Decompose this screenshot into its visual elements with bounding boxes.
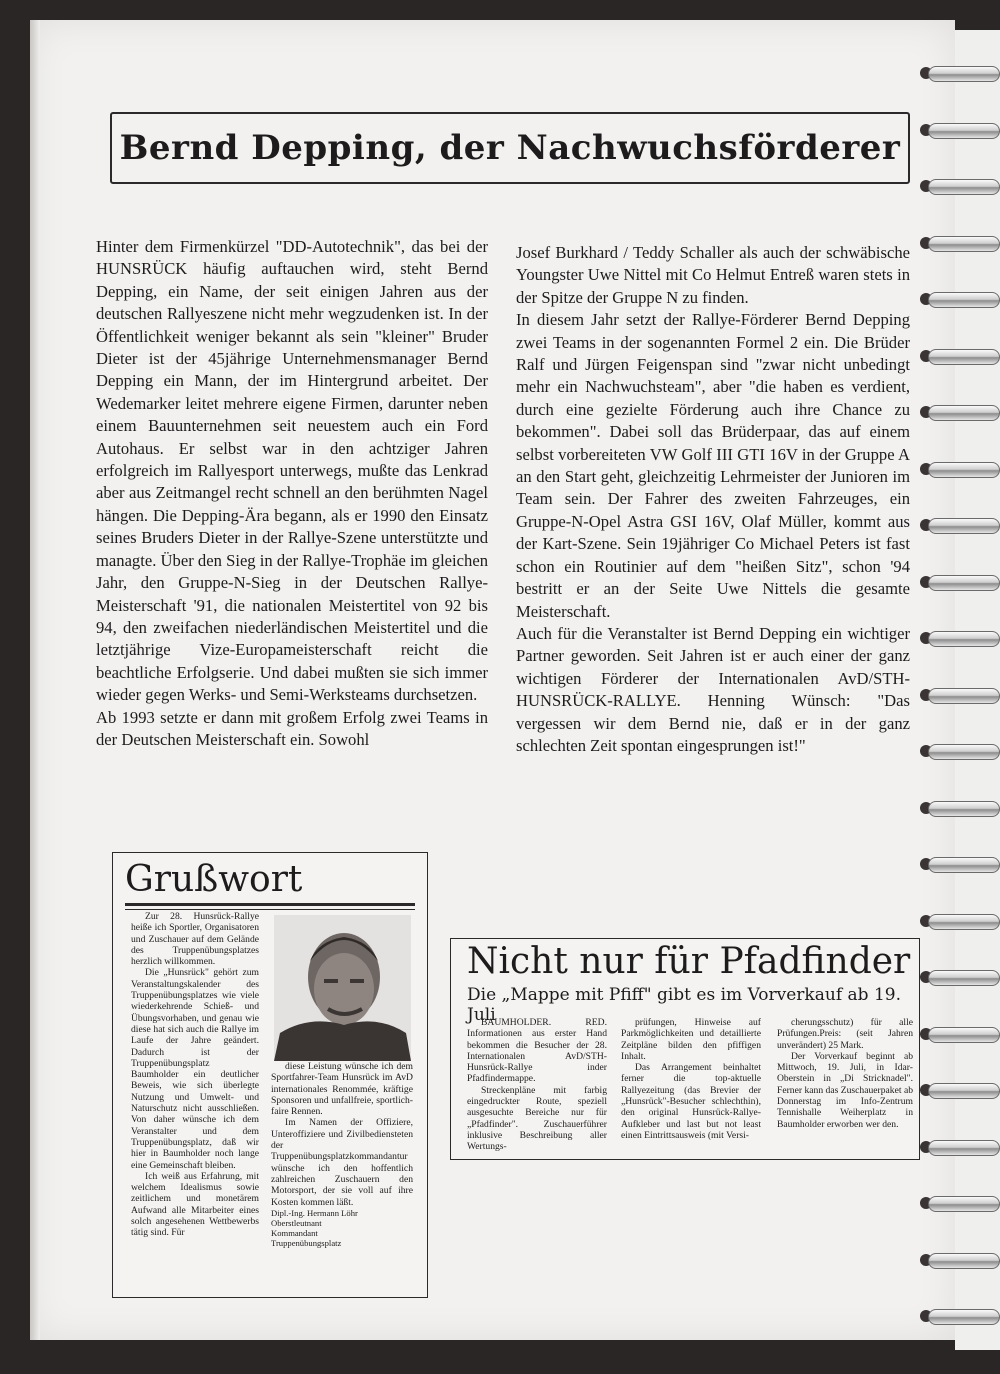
pfadfinder-column-b xyxy=(621,1017,761,1141)
grusswort-column-a xyxy=(131,911,259,1239)
pfadfinder-paragraph: prüfungen, Hinweise auf Parkmöglichkeiten und detaillierte Zeitpläne bilden den pfiffigen Inhalt. xyxy=(621,1017,761,1062)
spiral-ring xyxy=(928,857,1000,873)
pfadfinder-column-a xyxy=(467,1017,607,1153)
spiral-ring xyxy=(928,518,1000,534)
spiral-ring xyxy=(928,914,1000,930)
spiral-ring xyxy=(928,1027,1000,1043)
spiral-ring xyxy=(928,631,1000,647)
spiral-ring xyxy=(928,1140,1000,1156)
grusswort-paragraph: diese Leistung wünsche ich dem Sportfahrer-Team Hunsrück im AvD internationales Renommée, kräftige Sponsoren und unfallfreie, sportlich-faire Rennen. xyxy=(271,1061,413,1118)
grusswort-paragraph: Zur 28. Hunsrück-Rallye heiße ich Sportler, Organisatoren und Zuschauer auf dem Gelände des Truppenübungsplatzes herzlich willkommen. xyxy=(131,911,259,968)
title-rule-thin xyxy=(125,909,415,910)
page-edge xyxy=(30,20,40,1340)
spiral-ring xyxy=(928,1196,1000,1212)
grusswort-paragraph: Die „Hunsrück" gehört zum Veranstaltungskalender des Truppenübungsplatzes wie viele wiederkehrende Schieß- und Übungsvorhaben, und genau wie diese hat sich auch die Rallye im Laufe der Jahre geändert. Dadurch ist der Truppenübungsplatz Baumholder ein deutlicher Beweis, wie sich überlegte Nutzung und Umwelt- und Naturschutz nicht ausschließen. Von daher wünsche ich dem Veranstalter und dem Truppenübungsplatz, daß wir hier in Baumholder noch lange eine Gemeinschaft bleiben. xyxy=(131,967,259,1171)
spiral-ring xyxy=(928,349,1000,365)
article-title-box xyxy=(110,112,910,184)
spiral-ring xyxy=(928,405,1000,421)
spiral-ring xyxy=(928,1253,1000,1269)
signature-unit: Truppenübungsplatz xyxy=(271,1237,342,1248)
pfadfinder-paragraph: Das Arrangement beinhaltet ferner die top-aktuelle Rallyezeitung (das Brevier der „Hunsrück"-Besucher schlechthin), den original Hunsrück-Rallye-Aufkleber und last but not least einen Eintrittsausweis (mit Versi- xyxy=(621,1062,761,1141)
grusswort-paragraph: Ich weiß aus Erfahrung, mit welchem Idealismus sowie zeitlichem und monetärem Aufwand alle Mitarbeiter eines solch angesehenen Wettbewerbs tätig sind. Für xyxy=(131,1170,259,1239)
article-paragraph: Ab 1993 setzte er dann mit großem Erfolg zwei Teams in der Deutschen Meisterschaft ein. Sowohl xyxy=(96,707,488,749)
spiral-ring xyxy=(928,179,1000,195)
pfadfinder-clipping xyxy=(450,938,920,1160)
pfadfinder-paragraph: Der Vorverkauf beginnt ab Mittwoch, 19. Juli, in Idar-Oberstein in „Di Stricknadel". Ferner kann das Zuschauerpaket ab Donnerstag im Info-Zentrum Tennishalle Weiherplatz in Baumholder erworben wer den. xyxy=(777,1050,913,1130)
spiral-ring xyxy=(928,1083,1000,1099)
pfadfinder-column-c xyxy=(777,1017,913,1130)
title-rule xyxy=(125,903,415,906)
grusswort-column-b xyxy=(271,1061,413,1248)
article-paragraph: In diesem Jahr setzt der Rallye-Förderer Bernd Depping zwei Teams in der sogenannten Formel 2 ein. Die Brüder Ralf und Jürgen Feigenspan sind "zwar nicht unbedingt mehr ein Nachwuchsteam", aber "die haben es verdient, durch eine gezielte Förderung auch ihre Chance zu bekommen". Dabei soll das Brüderpaar, das auf einem selbst vorbereiteten VW Golf III GTI 16V in der Gruppe A an den Start geht, gleichzeitig Lehrmeister der Junioren im Team sein. Der Fahrer des zweiten Fahrzeuges, ein Gruppe-N-Opel Astra GSI 16V, Olaf Müller, kommt aus der Kart-Szene. Sein 19jähriger Co Michael Peters ist fast schon ein Routinier auf dem "heißen Sitz", schon '94 bestritt er an der Seite Uwe Nittels die gesamte Meisterschaft. xyxy=(516,310,910,621)
pfadfinder-paragraph: Streckenpläne mit farbig eingedruckter Route, speziell ausgesuchte Bereiche nur für „Pfadfinder". Zuschauerführer inklusive Beschreibung aller Wertungs- xyxy=(467,1084,607,1153)
article-paragraph: Auch für die Veranstalter ist Bernd Depping ein wichtiger Partner geworden. Seit Jahren ist er auch einer der ganz wichtigen Förderer der Internationalen AvD/STH-HUNSRÜCK-RALLYE. Henning Wünsch: "Das vergessen wir dem Bernd nie, daß er in der ganz schlechten Zeit spontan eingesprungen ist!" xyxy=(516,623,910,755)
portrait-photo xyxy=(274,915,411,1061)
signature-rank: Oberstleutnant xyxy=(271,1217,322,1228)
spiral-ring xyxy=(928,575,1000,591)
pfadfinder-paragraph: BAUMHOLDER. RED. Informationen aus erster Hand bekommen die Besucher der 28. Internationalen AvD/STH-Hunsrück-Rallye inder Pfadfindermappe. xyxy=(467,1017,607,1085)
article-title: Bernd Depping, der Nachwuchsförderer xyxy=(119,128,901,168)
spiral-ring xyxy=(928,688,1000,704)
spiral-ring xyxy=(928,123,1000,139)
article-left-column xyxy=(96,236,488,751)
grusswort-title: Grußwort xyxy=(125,859,303,900)
spiral-ring xyxy=(928,744,1000,760)
signature-name: Dipl.-Ing. Hermann Löhr xyxy=(271,1207,358,1218)
signature-role: Kommandant xyxy=(271,1227,318,1238)
spiral-binding xyxy=(920,50,1000,1350)
spiral-ring xyxy=(928,801,1000,817)
pfadfinder-paragraph: cherungsschutz) für alle Prüfungen.Preis: (seit Jahren unverändert) 25 Mark. xyxy=(777,1017,913,1051)
spiral-ring xyxy=(928,66,1000,82)
spiral-ring xyxy=(928,236,1000,252)
article-paragraph: Hinter dem Firmenkürzel "DD-Autotechnik", das bei der HUNSRÜCK häufig auftauchen wird, steht Bernd Depping, ein Name, der seit einigen Jahren aus der deutschen Rallyeszene nicht mehr wegzudenken ist. In der Öffentlichkeit weniger bekannt als sein "kleiner" Bruder Dieter ist der 45jährige Unternehmensmanager Bernd Depping ein Mann, der im Hintergrund arbeitet. Der Wedemarker leitet mehrere eigene Firmen, darunter neben einem Bauunternehmen seit neuestem auch ein Ford Autohaus. Er selbst war in den achtziger Jahren erfolgreich im Rallyesport unterwegs, mußte das Lenkrad aber aus Zeitmangel recht schnell an den berühmten Nagel hängen. Die Depping-Ära begann, als er 1990 den Einsatz seines Bruders Dieter in der Rallye-Szene unterstützte und managte. Über den Sieg in der Rallye-Trophäe im gleichen Jahr, den Gruppe-N-Sieg in der Deutschen Rallye-Meisterschaft '91, die nationalen Meistertitel von 92 bis 94, den zweifachen niederländischen Meistertitel und die letztjährige Vize-Europameisterschaft reicht die beachtliche Erfolgserie. Und dabei mußten sie sich immer wieder gegen Werks- und Semi-Werksteams durchsetzen. xyxy=(96,237,488,705)
pfadfinder-title: Nicht nur für Pfadfinder xyxy=(467,941,911,982)
spiral-ring xyxy=(928,292,1000,308)
spiral-ring xyxy=(928,970,1000,986)
pfadfinder-subtitle: Die „Mappe mit Pfiff" gibt es im Vorverkauf ab 19. Juli xyxy=(467,985,901,1025)
article-paragraph: Josef Burkhard / Teddy Schaller als auch der schwäbische Youngster Uwe Nittel mit Co Helmut Entreß waren stets in der Spitze der Gruppe N zu finden. xyxy=(516,243,910,307)
spiral-ring xyxy=(928,1309,1000,1325)
grusswort-clipping xyxy=(112,852,428,1298)
article-right-column xyxy=(516,242,910,757)
grusswort-paragraph: Im Namen der Offiziere, Unteroffiziere und Zivilbediensteten der Truppenübungsplatzkommandantur wünsche ich den hoffentlich zahlreichen Zuschauern den Motorsport, der sie voll auf ihre Kosten kommen läßt. xyxy=(271,1117,413,1208)
spiral-ring xyxy=(928,462,1000,478)
